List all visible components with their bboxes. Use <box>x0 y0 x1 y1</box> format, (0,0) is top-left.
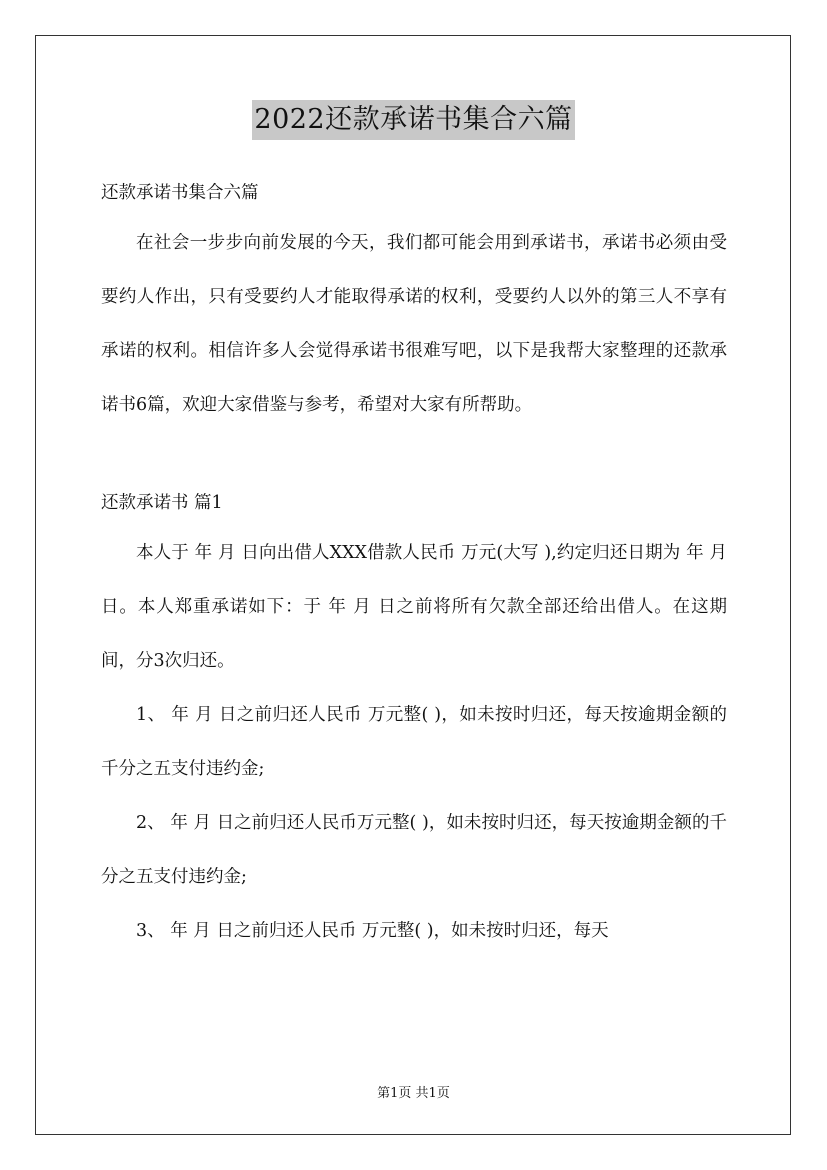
section-heading: 还款承诺书 篇1 <box>101 493 223 513</box>
document-title: 2022还款承诺书集合六篇 <box>252 100 574 140</box>
list-item-3: 3、 年 月 日之前归还人民币 万元整( )，如未按时归还，每天 <box>136 921 609 941</box>
list-item-2: 2、 年 月 日之前归还人民币万元整( )，如未按时归还，每天按逾期金额的千分之五支付违约金; <box>101 813 727 887</box>
page-footer: 第1页 共1页 <box>377 1086 450 1101</box>
title-container <box>0 100 827 140</box>
list-item-1: 1、 年 月 日之前归还人民币 万元整( )，如未按时归还，每天按逾期金额的千分之五支付违约金; <box>101 705 727 779</box>
intro-paragraph: 在社会一步步向前发展的今天，我们都可能会用到承诺书，承诺书必须由受要约人作出，只有受要约人才能取得承诺的权利，受要约人以外的第三人不享有承诺的权利。相信许多人会觉得承诺书很难写吧，以下是我帮大家整理的还款承诺书6篇，欢迎大家借鉴与参考，希望对大家有所帮助。 <box>101 233 727 415</box>
section-spacer <box>101 432 727 486</box>
document-body <box>101 170 727 958</box>
section1-paragraph: 本人于 年 月 日向出借人XXX借款人民币 万元(大写 ),约定归还日期为 年 月 日。本人郑重承诺如下：于 年 月 日之前将所有欠款全部还给出借人。在这期间，分3次归还。 <box>101 543 727 671</box>
document-subtitle: 还款承诺书集合六篇 <box>101 183 259 203</box>
